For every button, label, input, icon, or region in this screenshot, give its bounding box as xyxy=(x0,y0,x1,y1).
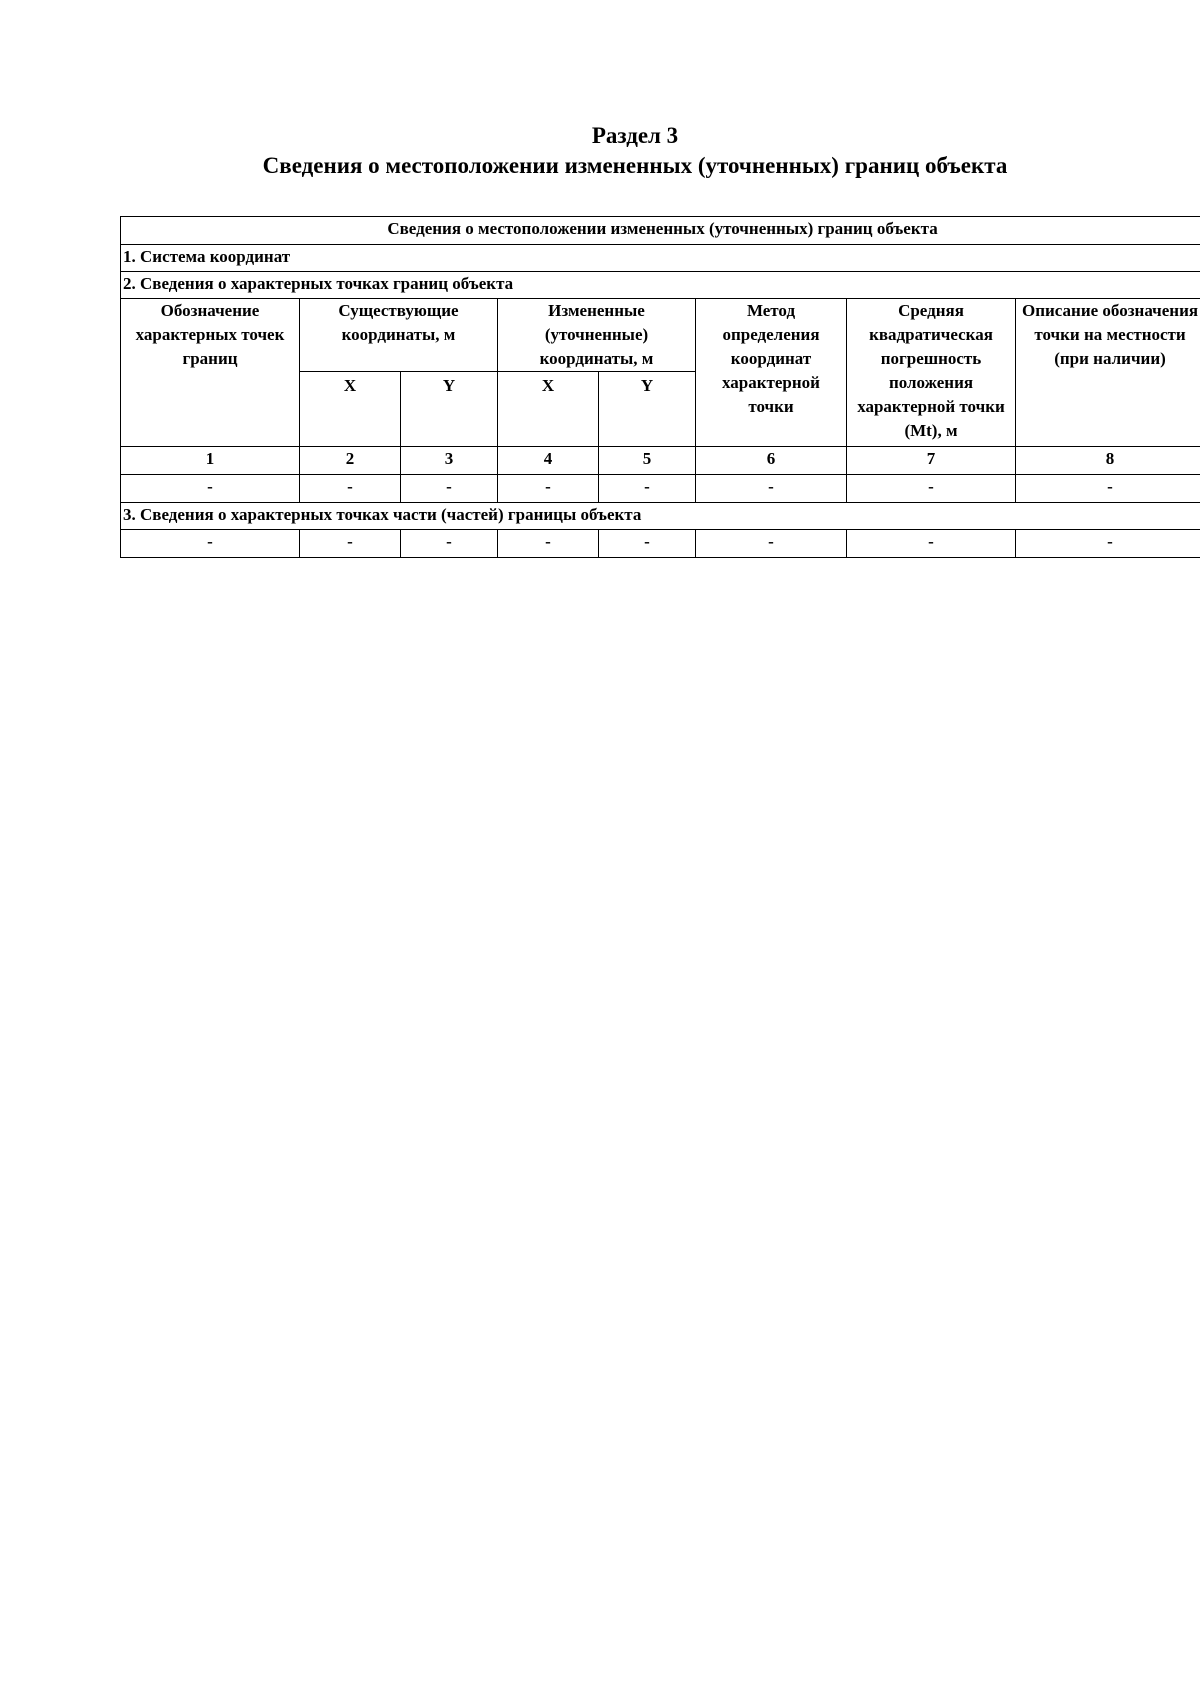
header-existing-coordinates: Существующие координаты, м xyxy=(300,299,498,372)
table-cell: - xyxy=(1016,530,1200,558)
column-number: 7 xyxy=(847,447,1016,475)
header-mean-square-error: Средняя квадратическая погрешность положения характерной точки (Mt), м xyxy=(847,299,1016,447)
column-number-row xyxy=(121,447,1200,475)
table-cell: - xyxy=(599,530,696,558)
table-row xyxy=(121,475,1200,503)
boundary-table xyxy=(120,216,1200,558)
section-coordinate-system: 1. Система координат xyxy=(121,245,1200,272)
column-number: 4 xyxy=(498,447,599,475)
column-number: 6 xyxy=(696,447,847,475)
header-point-description: Описание обозначения точки на местности (при наличии) xyxy=(1016,299,1200,447)
section-number: Раздел 3 xyxy=(591,123,679,148)
header-method: Метод определения координат характерной точки xyxy=(696,299,847,447)
table-cell: - xyxy=(696,475,847,503)
section-part-boundary-points: 3. Сведения о характерных точках части (частей) границы объекта xyxy=(121,503,1200,530)
table-row xyxy=(121,530,1200,558)
column-number: 5 xyxy=(599,447,696,475)
table-cell: - xyxy=(498,475,599,503)
table-cell: - xyxy=(1016,475,1200,503)
table-cell: - xyxy=(300,530,401,558)
table-cell: - xyxy=(599,475,696,503)
table-cell: - xyxy=(847,475,1016,503)
header-updated-x: X xyxy=(498,372,599,447)
header-point-designation: Обозначение характерных точек границ xyxy=(121,299,300,447)
header-existing-y: Y xyxy=(401,372,498,447)
table-cell: - xyxy=(401,475,498,503)
header-updated-y: Y xyxy=(599,372,696,447)
column-number: 2 xyxy=(300,447,401,475)
table-title: Сведения о местоположении измененных (уточненных) границ объекта xyxy=(121,217,1200,245)
section-title: Сведения о местоположении измененных (уточненных) границ объекта xyxy=(262,153,1008,178)
table-cell: - xyxy=(498,530,599,558)
table-cell: - xyxy=(847,530,1016,558)
table-cell: - xyxy=(696,530,847,558)
section-boundary-points: 2. Сведения о характерных точках границ объекта xyxy=(121,272,1200,299)
column-number: 3 xyxy=(401,447,498,475)
column-number: 1 xyxy=(121,447,300,475)
table-cell: - xyxy=(121,530,300,558)
table-cell: - xyxy=(401,530,498,558)
table-cell: - xyxy=(300,475,401,503)
header-updated-coordinates: Измененные (уточненные) координаты, м xyxy=(498,299,696,372)
header-existing-x: X xyxy=(300,372,401,447)
column-number: 8 xyxy=(1016,447,1200,475)
table-cell: - xyxy=(121,475,300,503)
